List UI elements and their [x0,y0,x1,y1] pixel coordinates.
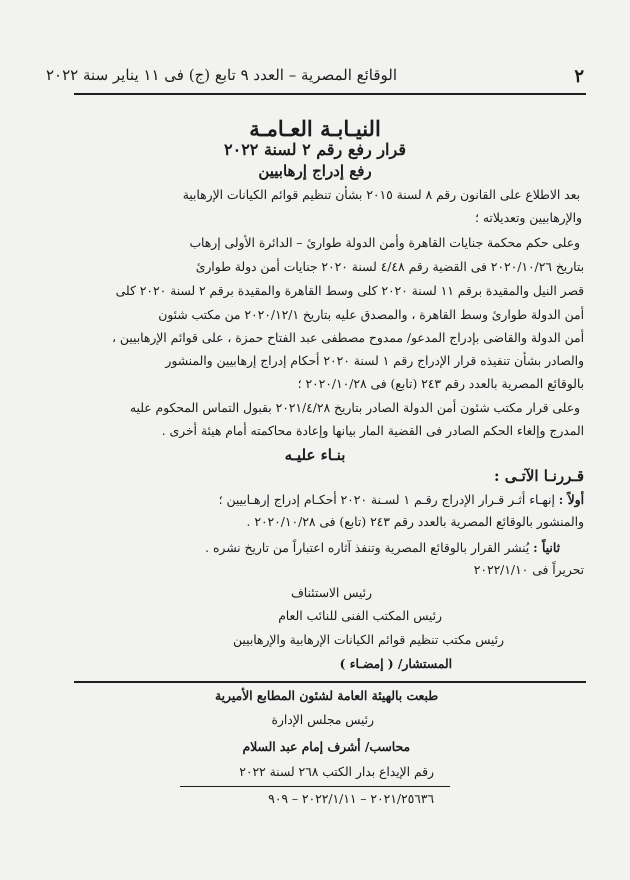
body-line: قصر النيل والمقيدة برقم ١١ لسنة ٢٠٢٠ كلى وسط القاهرة والمقيدة برقم ٢ لسنة ٢٠٢٠ كلى [115,284,584,298]
running-header [46,66,584,87]
body-line: أمن الدولة والقاضى بإدراج المدعو/ ممدوح مصطفى عبد الفتاح حمزة ، على قوائم الإرهابيين ، [112,331,584,345]
running-title: الوقائع المصرية – العدد ٩ تابع (ج) فى ١١ يناير سنة ٢٠٢٢ [46,66,398,84]
signature-signed: المستشار/ ( إمضـاء ) [339,656,452,671]
issue-date: تحريراً فى ٢٠٢٢/١/١٠ [473,563,584,577]
decision-subject: رفع إدراج إرهابيين [258,162,372,180]
page-number: ٢ [574,66,584,87]
based-on-heading: بنـاء عليـه [284,446,346,464]
item-text: إنهـاء أثـر قـرار الإدراج رقـم ١ لسـنة ٢٠٢٠ أحكـام إدراج إرهـابيين ؛ [218,493,555,507]
header-rule [74,93,586,95]
item-second [205,540,560,555]
item-label: ثانياً : [533,540,560,555]
signature-line: رئيس المكتب الفنى للنائب العام [278,609,442,623]
page-title: النيـابـة العـامـة [249,116,381,141]
body-line: وعلى قرار مكتب شئون أمن الدولة الصادر بتاريخ ٢٠٢١/٤/٢٨ بقبول التماس المحكوم عليه [129,401,580,415]
body-line: وعلى حكم محكمة جنايات القاهرة وأمن الدولة طوارئ – الدائرة الأولى إرهاب [189,236,580,250]
item-first [219,492,584,507]
board-chair: رئيس مجلس الإدارة [271,713,374,727]
signature-line: رئيس مكتب تنظيم قوائم الكيانات الإرهابية والإرهابيين [233,633,504,647]
item-text: يُنشر القرار بالوقائع المصرية وتنفذ آثاره اعتباراً من تاريخ نشره . [205,541,530,555]
body-line: بالوقائع المصرية بالعدد رقم ٢٤٣ (تابع) فى ٢٠٢٠/١٠/٢٨ ؛ [297,377,584,391]
body-line: أمن الدولة طوارئ وسط القاهرة ، والمصدق عليه بتاريخ ٢٠٢٠/١٢/١ من مكتب شئون [158,308,584,322]
print-code: ٢٠٢١/٢٥٦٣٦ – ٢٠٢٢/١/١١ – ٩٠٩ [268,792,434,806]
decided-heading: قـررنـا الآتـى : [494,467,584,485]
signature-line: رئيس الاستئناف [290,586,372,600]
body-line: والإرهابيين وتعديلاته ؛ [475,211,582,225]
item-label: أولاً : [558,492,584,507]
body-line: بتاريخ ٢٠٢٠/١٠/٢٦ فى القضية رقم ٤/٤٨ لسنة ٢٠٢٠ جنايات أمن دولة طوارئ [195,260,584,274]
body-line: والصادر بشأن تنفيذه قرار الإدراج رقم ١ لسنة ٢٠٢٠ أحكام إدراج إرهابيين والمنشور [165,354,584,368]
footer-rule [74,681,586,683]
item-continuation: والمنشور بالوقائع المصرية بالعدد رقم ٢٤٣ (تابع) فى ٢٠٢٠/١٠/٢٨ . [246,515,584,529]
body-line: بعد الاطلاع على القانون رقم ٨ لسنة ٢٠١٥ بشأن تنظيم قوائم الكيانات الإرهابية [182,188,580,202]
printer-name: طبعت بالهيئة العامة لشئون المطابع الأميرية [215,688,438,703]
body-line: المدرج وإلغاء الحكم الصادر فى القضية المار بيانها وإعادة محاكمته أمام هيئة أخرى . [161,424,584,438]
deposit-number: رقم الإيداع بدار الكتب ٢٦٨ لسنة ٢٠٢٢ [239,765,434,779]
accountant-name: محاسب/ أشرف إمام عبد السلام [242,739,410,754]
decision-title: قرار رفع رقم ٢ لسنة ٢٠٢٢ [224,140,406,159]
code-overline [180,786,450,787]
